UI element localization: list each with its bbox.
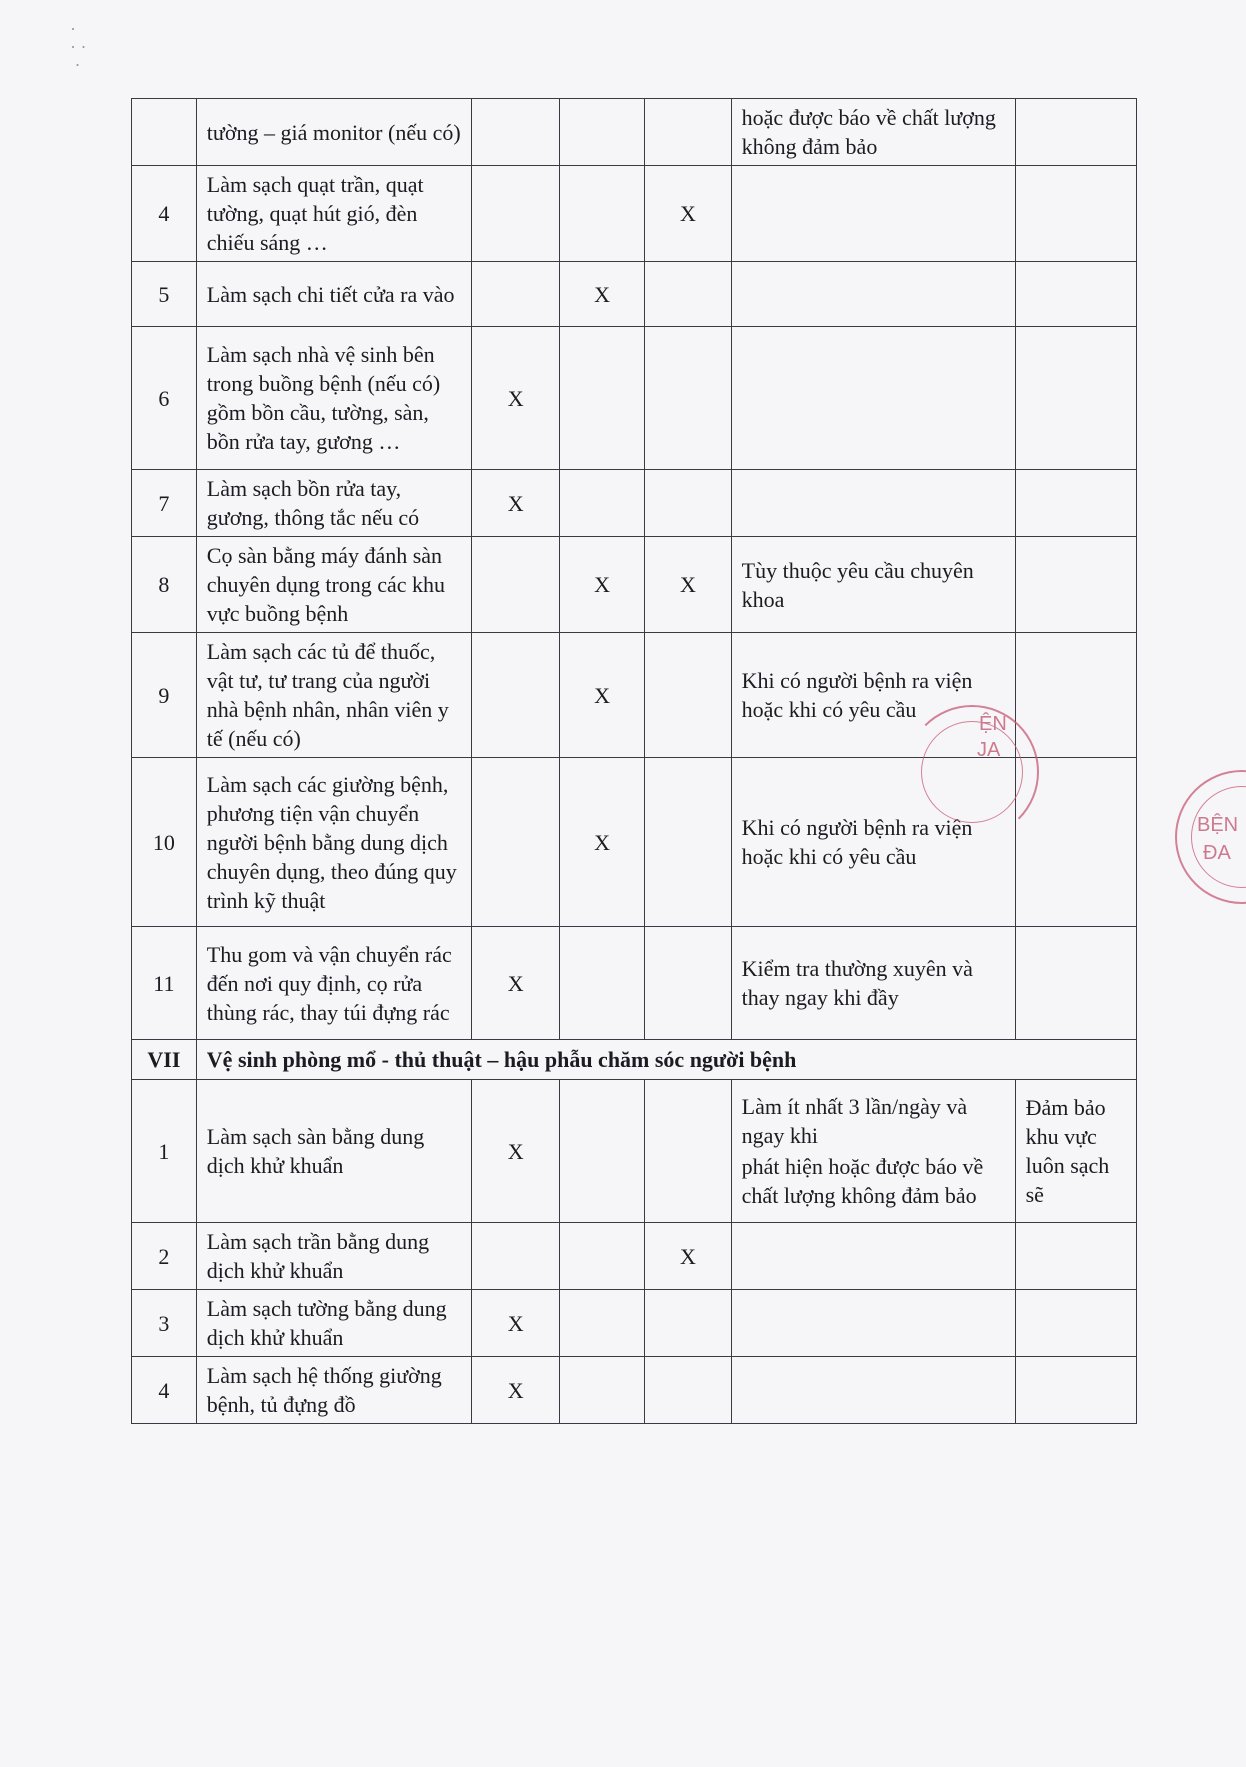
table-row [132,327,1137,470]
task-description: Làm sạch tường bằng dung dịch khử khuẩn [196,1290,472,1357]
row-number: 2 [132,1223,197,1290]
frequency-mark-2: X [559,537,644,633]
note-cell [731,470,1015,537]
table-row [132,1290,1137,1357]
task-description: Làm sạch các giường bệnh, phương tiện vận chuyển người bệnh bằng dung dịch chuyên dụng, theo đúng quy trình kỹ thuật [196,758,472,927]
task-description: Làm sạch chi tiết cửa ra vào [196,262,472,327]
frequency-mark-3 [645,633,731,758]
frequency-mark-3: X [645,1223,731,1290]
frequency-mark-2 [559,470,644,537]
section-header-row [132,1040,1137,1080]
frequency-mark-3 [645,262,731,327]
table-row [132,1080,1137,1223]
extra-note [1015,1357,1136,1424]
table-row [132,470,1137,537]
frequency-mark-3 [645,1290,731,1357]
extra-note [1015,166,1136,262]
task-description: Cọ sàn bằng máy đánh sàn chuyên dụng trong các khu vực buồng bệnh [196,537,472,633]
note-text: phát hiện hoặc được báo về chất lượng không đảm bảo [741,1154,984,1208]
note-cell [731,1290,1015,1357]
frequency-mark-2 [559,327,644,470]
frequency-mark-2 [559,927,644,1040]
row-number: 1 [132,1080,197,1223]
extra-note [1015,927,1136,1040]
table-row [132,537,1137,633]
extra-note [1015,470,1136,537]
task-description: Làm sạch các tủ để thuốc, vật tư, tư trang của người nhà bệnh nhân, nhân viên y tế (nếu có) [196,633,472,758]
extra-note [1015,633,1136,758]
table-row [132,166,1137,262]
note-text: Làm ít nhất 3 lần/ngày và ngay khi [741,1094,968,1148]
row-number: 5 [132,262,197,327]
frequency-mark-1: X [472,1357,559,1424]
frequency-mark-2 [559,1357,644,1424]
note-cell [731,1223,1015,1290]
frequency-mark-1: X [472,1290,559,1357]
note-cell [731,327,1015,470]
task-description: Làm sạch nhà vệ sinh bên trong buồng bệnh (nếu có) gồm bồn cầu, tường, sàn, bồn rửa tay, gương … [196,327,472,470]
frequency-mark-1: X [472,927,559,1040]
row-number: 11 [132,927,197,1040]
table-body-bottom [132,1080,1137,1424]
frequency-mark-3 [645,927,731,1040]
note-cell [731,537,1015,633]
task-description: Làm sạch quạt trần, quạt tường, quạt hút gió, đèn chiếu sáng … [196,166,472,262]
frequency-mark-2: X [559,262,644,327]
frequency-mark-1 [472,633,559,758]
frequency-mark-1: X [472,327,559,470]
note-cell [731,166,1015,262]
table-row [132,1357,1137,1424]
section-number: VII [132,1040,197,1080]
extra-note [1015,1223,1136,1290]
row-number: 10 [132,758,197,927]
extra-note [1015,262,1136,327]
frequency-mark-3 [645,470,731,537]
note-text: Khi có người bệnh ra viện hoặc khi có yêu cầu [741,668,973,722]
extra-note: Đảm bảo khu vực luôn sạch sẽ [1015,1080,1136,1223]
row-number: 3 [132,1290,197,1357]
scan-margin-marks: · · · · [70,19,87,75]
task-description: Làm sạch hệ thống giường bệnh, tủ đựng đồ [196,1357,472,1424]
frequency-mark-2 [559,166,644,262]
frequency-mark-2 [559,99,644,166]
extra-note [1015,99,1136,166]
row-number: 9 [132,633,197,758]
frequency-mark-1 [472,1223,559,1290]
frequency-mark-3 [645,758,731,927]
frequency-mark-3: X [645,537,731,633]
table-row [132,99,1137,166]
note-cell [731,1080,1015,1223]
red-seal-stamp-right: BỆN ĐA [1175,770,1246,904]
note-cell [731,1357,1015,1424]
table-body-top [132,99,1137,1040]
frequency-mark-2 [559,1080,644,1223]
row-number: 6 [132,327,197,470]
frequency-mark-1 [472,166,559,262]
note-cell [731,927,1015,1040]
frequency-mark-2: X [559,758,644,927]
frequency-mark-3 [645,327,731,470]
task-description: Làm sạch trần bằng dung dịch khử khuẩn [196,1223,472,1290]
row-number: 4 [132,1357,197,1424]
table-row [132,1223,1137,1290]
frequency-mark-2 [559,1223,644,1290]
frequency-mark-1 [472,537,559,633]
task-description: tường – giá monitor (nếu có) [196,99,472,166]
frequency-mark-2 [559,1290,644,1357]
task-description: Làm sạch sàn bằng dung dịch khử khuẩn [196,1080,472,1223]
task-description: Thu gom và vận chuyển rác đến nơi quy định, cọ rửa thùng rác, thay túi đựng rác [196,927,472,1040]
frequency-mark-1 [472,99,559,166]
frequency-mark-1: X [472,1080,559,1223]
extra-note [1015,537,1136,633]
frequency-mark-3 [645,99,731,166]
frequency-mark-1 [472,262,559,327]
extra-note [1015,1290,1136,1357]
row-number: 8 [132,537,197,633]
table-row [132,262,1137,327]
red-seal-stamp-left: ỆN JA [905,705,1039,839]
frequency-mark-1 [472,758,559,927]
note-cell [731,99,1015,166]
frequency-mark-3 [645,1357,731,1424]
note-text: Khi có người bệnh ra viện hoặc khi có yêu cầu [741,815,973,869]
row-number: 4 [132,166,197,262]
frequency-mark-2: X [559,633,644,758]
task-description: Làm sạch bồn rửa tay, gương, thông tắc nếu có [196,470,472,537]
section-title: Vệ sinh phòng mổ - thủ thuật – hậu phẫu chăm sóc người bệnh [196,1040,1136,1080]
frequency-mark-3: X [645,166,731,262]
extra-note [1015,327,1136,470]
note-text: hoặc được báo về chất lượng không đảm bảo [741,105,996,159]
note-cell [731,262,1015,327]
note-text: Kiểm tra thường xuyên và thay ngay khi đầy [741,956,973,1010]
row-number [132,99,197,166]
frequency-mark-1: X [472,470,559,537]
note-text: Tùy thuộc yêu cầu chuyên khoa [741,557,974,612]
row-number: 7 [132,470,197,537]
table-row [132,927,1137,1040]
section-vii [132,1040,1137,1080]
frequency-mark-3 [645,1080,731,1223]
